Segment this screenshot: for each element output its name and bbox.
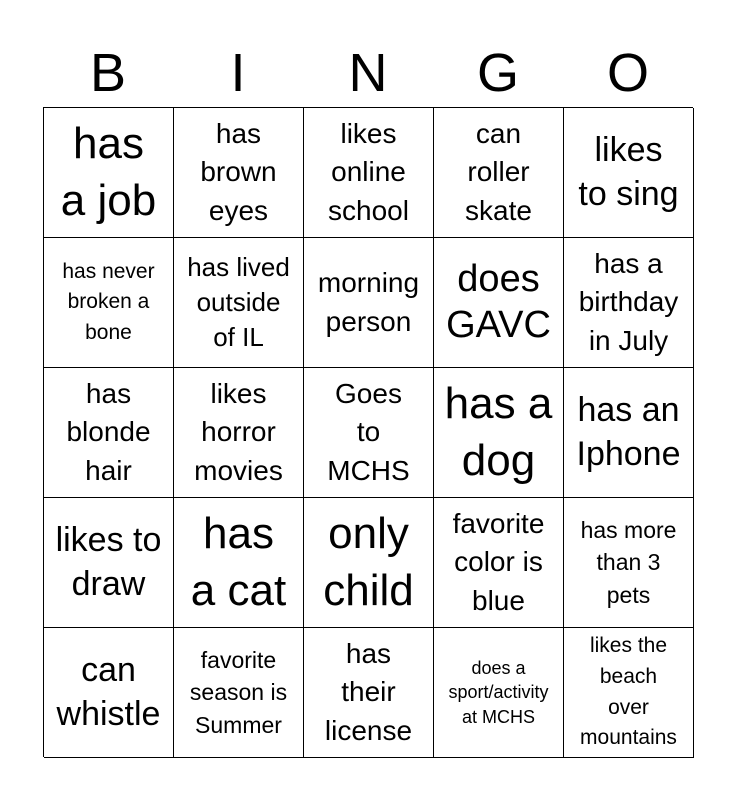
cell-text: morning person bbox=[317, 267, 420, 337]
cell-text: likes to sing bbox=[578, 130, 679, 213]
bingo-cell[interactable] bbox=[44, 498, 174, 628]
bingo-cell[interactable] bbox=[44, 368, 174, 498]
cell-text: likes online school bbox=[328, 118, 409, 226]
bingo-cell[interactable] bbox=[434, 498, 564, 628]
cell-text: does GAVC bbox=[446, 257, 551, 346]
bingo-cell[interactable] bbox=[304, 238, 434, 368]
bingo-cell[interactable] bbox=[434, 368, 564, 498]
cell-text: likes to draw bbox=[55, 520, 162, 603]
cell-text: has lived outside of IL bbox=[187, 252, 290, 352]
cell-text: only child bbox=[323, 509, 414, 615]
bingo-cell[interactable] bbox=[304, 498, 434, 628]
cell-text: likes horror movies bbox=[194, 378, 283, 486]
bingo-cell[interactable] bbox=[44, 238, 174, 368]
cell-text: has brown eyes bbox=[200, 118, 277, 226]
bingo-cell[interactable] bbox=[174, 628, 304, 758]
bingo-cell[interactable] bbox=[174, 368, 304, 498]
header-letter-i: I bbox=[230, 43, 246, 103]
bingo-cell[interactable] bbox=[174, 238, 304, 368]
header-letter-n: N bbox=[348, 43, 388, 103]
bingo-header bbox=[43, 40, 693, 106]
bingo-cell[interactable] bbox=[304, 368, 434, 498]
bingo-cell[interactable] bbox=[564, 368, 694, 498]
bingo-cell[interactable] bbox=[44, 108, 174, 238]
bingo-cell[interactable] bbox=[304, 628, 434, 758]
cell-text: has blonde hair bbox=[66, 378, 151, 486]
cell-text: has a cat bbox=[190, 509, 287, 615]
cell-text: has a birthday in July bbox=[578, 248, 679, 356]
bingo-cell[interactable] bbox=[564, 498, 694, 628]
cell-text: has their license bbox=[324, 638, 413, 746]
cell-text: can roller skate bbox=[465, 118, 532, 226]
bingo-cell[interactable] bbox=[44, 628, 174, 758]
bingo-cell[interactable] bbox=[434, 238, 564, 368]
header-letter-g: G bbox=[476, 43, 519, 103]
bingo-cell[interactable] bbox=[564, 108, 694, 238]
header-letter-o: O bbox=[606, 43, 649, 103]
cell-text: likes the beach over mountains bbox=[580, 634, 677, 750]
bingo-cell[interactable] bbox=[174, 498, 304, 628]
bingo-cell[interactable] bbox=[564, 628, 694, 758]
cell-text: Goes to MCHS bbox=[327, 378, 410, 486]
cell-text: does a sport/activity at MCHS bbox=[448, 657, 549, 727]
header-letter-b: B bbox=[89, 43, 127, 103]
cell-text: has an Iphone bbox=[576, 390, 681, 473]
cell-text: favorite season is Summer bbox=[189, 647, 288, 738]
cell-text: has never broken a bone bbox=[62, 259, 155, 344]
bingo-cell[interactable] bbox=[304, 108, 434, 238]
bingo-grid bbox=[43, 107, 693, 757]
cell-text: has a job bbox=[60, 119, 157, 225]
cell-text: has a dog bbox=[444, 379, 553, 485]
cell-text: has more than 3 pets bbox=[580, 517, 677, 608]
bingo-cell[interactable] bbox=[434, 628, 564, 758]
cell-text: favorite color is blue bbox=[452, 508, 545, 616]
bingo-cell[interactable] bbox=[174, 108, 304, 238]
bingo-cell[interactable] bbox=[434, 108, 564, 238]
bingo-cell[interactable] bbox=[564, 238, 694, 368]
cell-text: can whistle bbox=[56, 650, 161, 733]
